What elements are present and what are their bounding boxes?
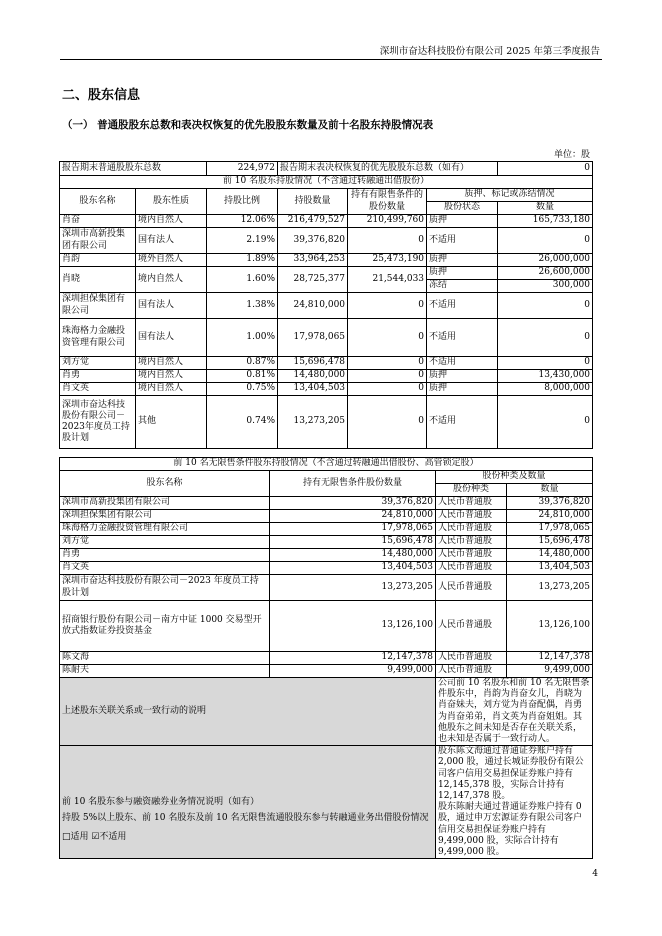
share-type: 人民币普通股 <box>436 497 507 510</box>
pledge-status: 质押 <box>427 383 498 396</box>
pledge-status: 质押 <box>427 370 498 383</box>
holder-ratio: 0.74% <box>207 396 278 449</box>
table-row <box>60 562 593 575</box>
pledge-status: 不适用 <box>427 293 498 319</box>
holder-nature: 其他 <box>136 396 207 449</box>
holder-name: 肖文英 <box>60 383 136 396</box>
pledge-status: 不适用 <box>427 396 498 449</box>
header-rule <box>60 59 602 60</box>
total-holders-value: 224,972 <box>207 162 278 176</box>
pref-holders-label: 报告期末表决权恢复的优先股股东总数（如有） <box>278 162 498 176</box>
unrestricted-qty: 12,147,378 <box>270 652 436 665</box>
holder-qty: 14,480,000 <box>278 370 348 383</box>
securities-lending-note: 持股 5%以上股东、前 10 名股东及前 10 名无限售流通股股东参与转融通业务出借股份情况 <box>62 813 429 823</box>
margin-trading-label: 前 10 名股东参与融资融券业务情况说明（如有） <box>60 746 436 859</box>
holder-ratio: 1.38% <box>207 293 278 319</box>
table-row <box>60 549 593 562</box>
holder-qty: 216,479,527 <box>278 215 348 228</box>
holder-ratio: 0.87% <box>207 357 278 370</box>
table-row <box>60 370 593 383</box>
holder-name: 深圳市奋达科技股份有限公司－2023 年度员工持股计划 <box>60 575 270 601</box>
col-header-nature: 股东性质 <box>136 189 207 215</box>
share-type-qty: 13,126,100 <box>507 601 593 652</box>
unrestricted-qty: 39,376,820 <box>270 497 436 510</box>
total-holders-label: 报告期末普通股股东总数 <box>60 162 207 176</box>
table-row <box>60 665 593 678</box>
unrestricted-qty: 24,810,000 <box>270 510 436 523</box>
pledge-qty: 26,600,000 <box>498 267 593 280</box>
holder-nature: 国有法人 <box>136 319 207 357</box>
holder-name: 深圳市高新投集团有限公司 <box>60 497 270 510</box>
table-row <box>60 357 593 370</box>
holder-restricted: 0 <box>348 357 427 370</box>
holder-name: 肖韵 <box>60 254 136 267</box>
related-party-text: 公司前 10 名股东和前 10 名无限售条件股东中，肖韵为肖奋女儿，肖晓为肖奋妹夫，刘方觉为肖奋配偶，肖勇为肖奋弟弟，肖文英为肖奋姐姐。其他股东之间未知是否存在关联关系，也未知是否属于一致行动人。 <box>436 678 593 746</box>
holder-restricted: 25,473,190 <box>348 254 427 267</box>
table-row <box>60 536 593 549</box>
table-row <box>60 267 593 280</box>
table-row <box>60 293 593 319</box>
applicability-checkbox: □适用 ☑不适用 <box>62 832 127 842</box>
holder-ratio: 0.81% <box>207 370 278 383</box>
share-type-qty: 15,696,478 <box>507 536 593 549</box>
holder-restricted: 0 <box>348 293 427 319</box>
share-type: 人民币普通股 <box>436 536 507 549</box>
pledge-qty: 8,000,000 <box>498 383 593 396</box>
share-type-qty: 24,810,000 <box>507 510 593 523</box>
pledge-status: 不适用 <box>427 357 498 370</box>
holder-nature: 境内自然人 <box>136 215 207 228</box>
holder-restricted: 0 <box>348 228 427 254</box>
holder-name: 深圳担保集团有限公司 <box>60 510 270 523</box>
holder-name: 深圳市奋达科技股份有限公司－2023年度员工持股计划 <box>60 396 136 449</box>
unrestricted-qty: 13,273,205 <box>270 575 436 601</box>
margin-trading-text: 股东陈文海通过普通证券账户持有 2,000 股，通过长城证券股份有限公司客户信用交易担保证券账户持有 12,145,378 股，实际合计持有 12,147,378 股。 股东陈耐夫通过普通证券账户持有 0 股，通过申万宏源证券有限公司客户信用交易担保证券账户持有 9,499,000 股，实际合计持有 9,499,000 股。 <box>436 746 593 859</box>
pledge-status: 不适用 <box>427 319 498 357</box>
related-party-label: 上述股东关联关系或一致行动的说明 <box>60 678 436 746</box>
col-header-restricted: 持有有限售条件的股份数量 <box>348 189 427 215</box>
holder-restricted: 21,544,033 <box>348 267 427 293</box>
table-row <box>60 497 593 510</box>
col-header-type-group: 股份种类及数量 <box>436 471 593 484</box>
col-header-pledge-group: 质押、标记或冻结情况 <box>427 189 593 202</box>
share-type: 人民币普通股 <box>436 549 507 562</box>
holder-qty: 28,725,377 <box>278 267 348 293</box>
pledge-qty: 26,000,000 <box>498 254 593 267</box>
holder-nature: 境内自然人 <box>136 357 207 370</box>
holder-qty: 24,810,000 <box>278 293 348 319</box>
holder-ratio: 1.60% <box>207 267 278 293</box>
unrestricted-caption: 前 10 名无限售条件股东持股情况（不含通过转融通出借股份、高管锁定股） <box>60 458 593 471</box>
share-type-qty: 17,978,065 <box>507 523 593 536</box>
holder-nature: 境内自然人 <box>136 383 207 396</box>
holder-restricted: 0 <box>348 396 427 449</box>
pledge-qty: 0 <box>498 228 593 254</box>
col-header-pledge-status: 股份状态 <box>427 202 498 215</box>
holder-name: 肖勇 <box>60 370 136 383</box>
holder-qty: 39,376,820 <box>278 228 348 254</box>
holder-nature: 境内自然人 <box>136 370 207 383</box>
holder-restricted: 210,499,760 <box>348 215 427 228</box>
holder-name: 招商银行股份有限公司－南方中证 1000 交易型开放式指数证券投资基金 <box>60 601 270 652</box>
subsection-title: （一） 普通股股东总数和表决权恢复的优先股股东数量及前十名股东持股情况表 <box>62 119 434 131</box>
holder-name: 陈耐夫 <box>60 665 270 678</box>
holder-ratio: 2.19% <box>207 228 278 254</box>
unit-label: 单位：股 <box>553 150 590 160</box>
holder-qty: 15,696,478 <box>278 357 348 370</box>
unrestricted-qty: 13,126,100 <box>270 601 436 652</box>
holder-ratio: 1.00% <box>207 319 278 357</box>
share-type-qty: 13,273,205 <box>507 575 593 601</box>
pledge-status: 质押 <box>427 215 498 228</box>
table-row <box>60 228 593 254</box>
table-row <box>60 319 593 357</box>
section-title: 二、股东信息 <box>62 88 141 103</box>
pref-holders-value: 0 <box>498 162 593 176</box>
table-row <box>60 523 593 536</box>
holder-name: 肖勇 <box>60 549 270 562</box>
unrestricted-shareholders-table <box>59 457 593 859</box>
table-row <box>60 652 593 665</box>
col-header-name: 股东名称 <box>60 471 270 497</box>
col-header-type: 股份种类 <box>436 484 507 497</box>
share-type-qty: 39,376,820 <box>507 497 593 510</box>
table-row <box>60 383 593 396</box>
page-number: 4 <box>592 869 598 879</box>
holder-nature: 境内自然人 <box>136 267 207 293</box>
top10-shareholders-table <box>59 161 593 449</box>
share-type: 人民币普通股 <box>436 562 507 575</box>
unrestricted-qty: 17,978,065 <box>270 523 436 536</box>
unrestricted-qty: 15,696,478 <box>270 536 436 549</box>
col-header-pledge-qty: 数量 <box>498 202 593 215</box>
holder-qty: 33,964,253 <box>278 254 348 267</box>
holder-name: 珠海格力金融投资管理有限公司 <box>60 319 136 357</box>
col-header-unrestricted-qty: 持有无限售条件股份数量 <box>270 471 436 497</box>
share-type: 人民币普通股 <box>436 575 507 601</box>
table-row <box>60 254 593 267</box>
page-header: 深圳市奋达科技股份有限公司 2025 年第三季度报告 <box>379 46 600 57</box>
holder-nature: 国有法人 <box>136 228 207 254</box>
top10-caption: 前 10 名股东持股情况（不含通过转融通出借股份） <box>60 176 593 189</box>
share-type: 人民币普通股 <box>436 601 507 652</box>
pledge-qty: 13,430,000 <box>498 370 593 383</box>
pledge-status: 质押 <box>427 267 498 280</box>
share-type-qty: 12,147,378 <box>507 652 593 665</box>
holder-restricted: 0 <box>348 370 427 383</box>
unrestricted-qty: 13,404,503 <box>270 562 436 575</box>
col-header-ratio: 持股比例 <box>207 189 278 215</box>
share-type: 人民币普通股 <box>436 523 507 536</box>
holder-name: 刘方觉 <box>60 536 270 549</box>
holder-name: 陈文海 <box>60 652 270 665</box>
share-type-qty: 9,499,000 <box>507 665 593 678</box>
share-type: 人民币普通股 <box>436 652 507 665</box>
pledge-qty: 0 <box>498 293 593 319</box>
holder-name: 深圳担保集团有限公司 <box>60 293 136 319</box>
pledge-status: 质押 <box>427 254 498 267</box>
col-header-qty: 持股数量 <box>278 189 348 215</box>
share-type-qty: 14,480,000 <box>507 549 593 562</box>
table-row <box>60 575 593 601</box>
holder-restricted: 0 <box>348 319 427 357</box>
holder-qty: 13,404,503 <box>278 383 348 396</box>
col-header-name: 股东名称 <box>60 189 136 215</box>
pledge-qty: 165,733,180 <box>498 215 593 228</box>
holder-qty: 17,978,065 <box>278 319 348 357</box>
unrestricted-qty: 9,499,000 <box>270 665 436 678</box>
holder-nature: 境外自然人 <box>136 254 207 267</box>
holder-name: 肖文英 <box>60 562 270 575</box>
share-type: 人民币普通股 <box>436 665 507 678</box>
share-type-qty: 13,404,503 <box>507 562 593 575</box>
col-header-type-qty: 数量 <box>507 484 593 497</box>
table-row <box>60 396 593 449</box>
table-row <box>60 510 593 523</box>
holder-nature: 国有法人 <box>136 293 207 319</box>
freeze-status: 冻结 <box>427 280 498 293</box>
holder-qty: 13,273,205 <box>278 396 348 449</box>
holder-name: 珠海格力金融投资管理有限公司 <box>60 523 270 536</box>
holder-ratio: 1.89% <box>207 254 278 267</box>
holder-ratio: 12.06% <box>207 215 278 228</box>
holder-name: 深圳市高新投集团有限公司 <box>60 228 136 254</box>
holder-restricted: 0 <box>348 383 427 396</box>
freeze-qty: 300,000 <box>498 280 593 293</box>
unrestricted-qty: 14,480,000 <box>270 549 436 562</box>
holder-ratio: 0.75% <box>207 383 278 396</box>
pledge-qty: 0 <box>498 357 593 370</box>
pledge-qty: 0 <box>498 319 593 357</box>
holder-name: 肖晓 <box>60 267 136 293</box>
share-type: 人民币普通股 <box>436 510 507 523</box>
table-row <box>60 601 593 652</box>
table-row <box>60 215 593 228</box>
pledge-qty: 0 <box>498 396 593 449</box>
pledge-status: 不适用 <box>427 228 498 254</box>
holder-name: 肖奋 <box>60 215 136 228</box>
holder-name: 刘方觉 <box>60 357 136 370</box>
